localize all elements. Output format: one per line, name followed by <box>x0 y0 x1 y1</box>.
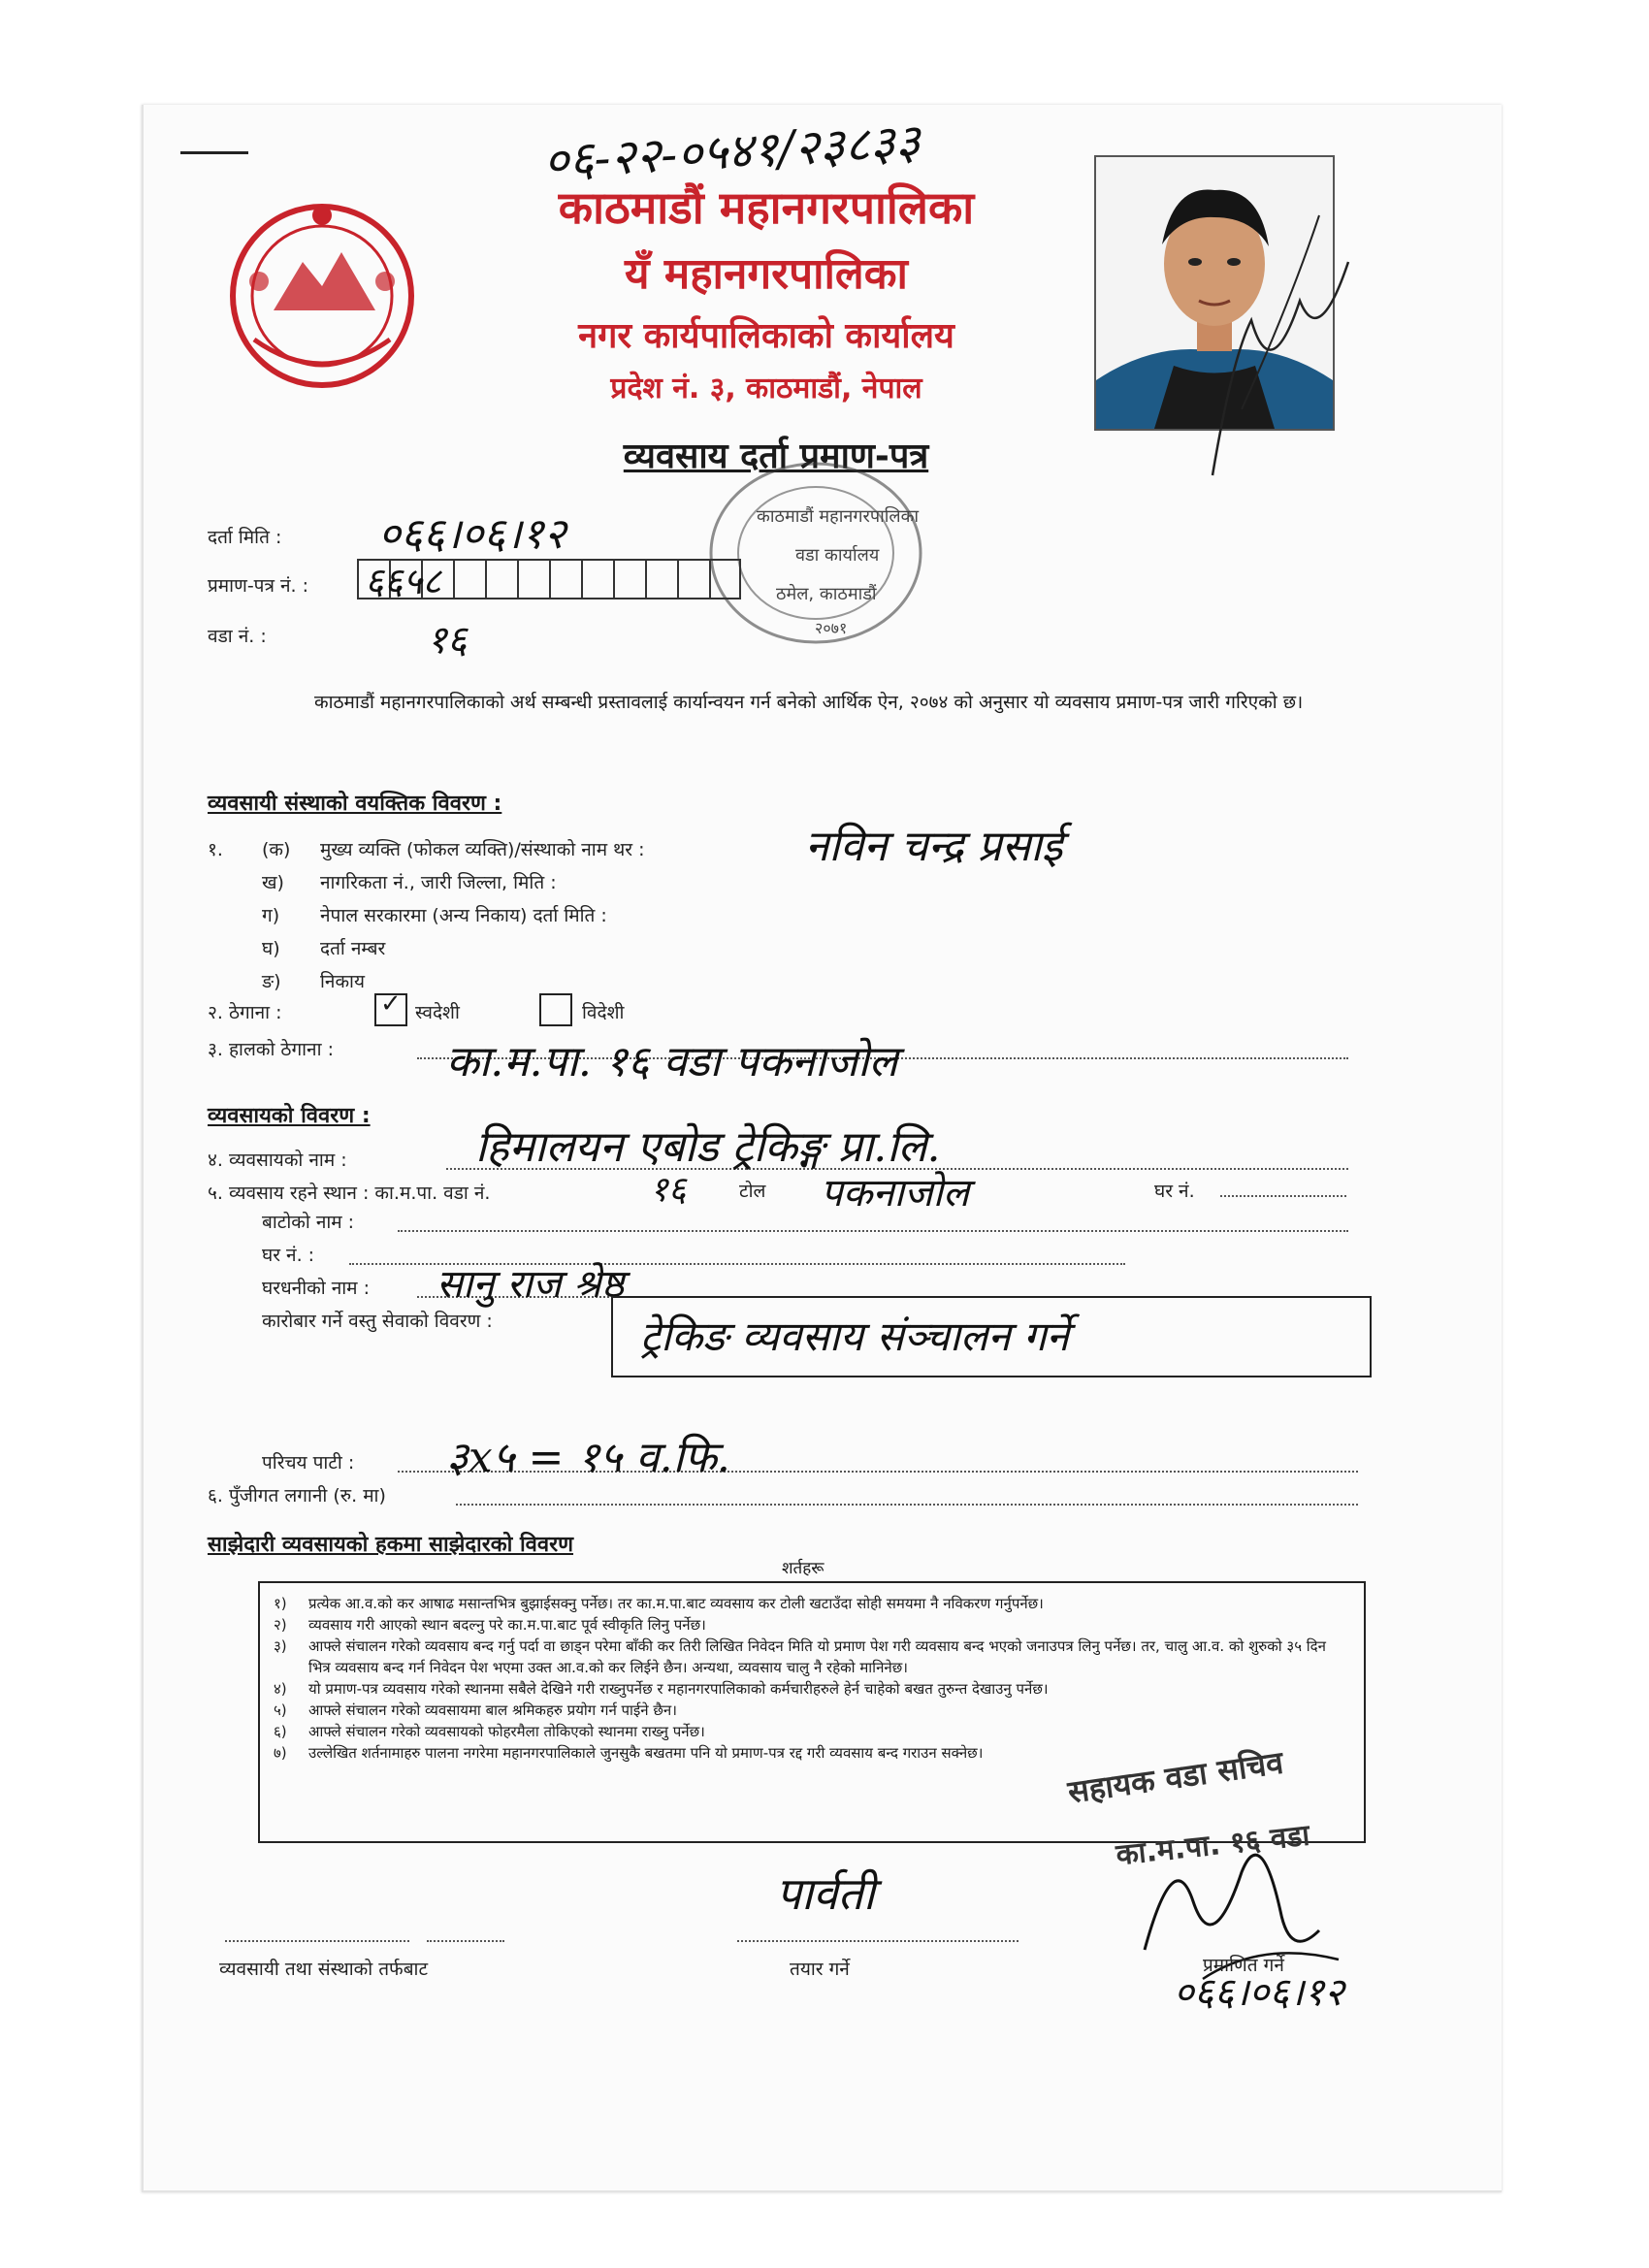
certified-by-label: प्रमाणित गर्ने <box>1203 1955 1284 1976</box>
owner-label: घरधनीको नाम : <box>262 1278 370 1299</box>
swadeshi-checkbox[interactable]: ✓ <box>374 993 407 1026</box>
prepared-by-label: तयार गर्ने <box>790 1959 850 1980</box>
capital-label: ६. पुँजीगत लगानी (रु. मा) <box>208 1485 386 1507</box>
seal-line-3: ठमेल, काठमाडौं <box>776 584 877 604</box>
terms-box: १) प्रत्येक आ.व.को कर आषाढ मसान्तभित्र बुझाईसक्नु पर्नेछ। तर का.म.पा.बाट व्यवसाय कर टोली खटाउँदा सोही समयमा नै नविकरण गर्नुपर्नेछ। २) व्यवसाय गरी आएको स्थान बदल्नु परे का.म.पा.बाट पूर्व स्वीकृति लिनु पर्नेछ। ३) आफ्ले संचालन गरेको व्यवसाय बन्द गर्नु पर्दा वा छाड्न परेमा बाँकी कर तिरी लिखित निवेदन मिति यो प्रमाण पेश गरी व्यवसाय बन्द भएको जनाउपत्र लिनु पर्नेछ। तर, चालु आ.व. को शुरुको ३५ दिन भित्र व्यवसाय बन्द गर्न निवेदन पेश भएमा उक्त आ.व.को कर लिईने छैन। अन्यथा, व्यवसाय चालु नै रहेको मानिनेछ। ४) यो प्रमाण-पत्र व्यवसाय गरेको स्थानमा सबैले देखिने गरी राख्नुपर्नेछ र महानगरपालिकाको कर्मचारीहरुले हेर्न चाहेको बखत तुरुन्त देखाउनु पर्नेछ। ५) आफ्ले संचालन गरेको व्यवसायमा बाल श्रमिकहरु प्रयोग गर्न पाईने छैन। ६) आफ्ले संचालन गरेको व्यवसायको फोहरमैला तोकिएको स्थानमा राख्नु पर्नेछ। ७) उल्लेखित शर्तनामाहरु पालना नगरेमा महानगरपालिकाले जुनसुकै बखतमा पनि यो प्रमाण-पत्र रद्द गरी व्यवसाय बन्द गराउन सक्नेछ। <box>258 1581 1366 1843</box>
service-value: ट्रेकिङ व्यवसाय संञ्चालन गर्ने <box>640 1312 1069 1360</box>
service-label: कारोबार गर्ने वस्तु सेवाको विवरण : <box>262 1311 493 1332</box>
cert-no-value: ६६५८ <box>365 560 442 602</box>
address-type-label: २. ठेगाना : <box>208 1002 282 1023</box>
item-kha-sub: ख) <box>262 872 284 893</box>
seal-line-2: वडा कार्यालय <box>795 545 880 566</box>
stamp-line-1: सहायक वडा सचिव <box>1065 1743 1286 1811</box>
section1-heading: व्यवसायी संस्थाको वयक्तिक विवरण : <box>208 792 502 816</box>
tol-label: टोल <box>739 1181 766 1202</box>
intro-paragraph: काठमाडौं महानगरपालिकाको अर्थ सम्बन्धी प्रस्तावलाई कार्यान्वयन गर्न बनेको आर्थिक ऐन, २०७४ को अनुसार यो व्यवसाय प्रमाण-पत्र जारी गरिएको छ। <box>314 692 1304 713</box>
section2-heading: व्यवसायको विवरण : <box>208 1104 371 1128</box>
preparer-signature: पार्वती <box>776 1867 875 1920</box>
business-name-value: हिमालयन एबोड ट्रेकिङ्ग प्रा.लि. <box>475 1122 941 1172</box>
term-5: आफ्ले संचालन गरेको व्यवसायमा बाल श्रमिकहरु प्रयोग गर्न पाईने छैन। <box>308 1701 677 1719</box>
section3-heading: साझेदारी व्यवसायको हकमा साझेदारको विवरण <box>208 1533 574 1557</box>
document-title: व्यवसाय दर्ता प्रमाण-पत्र <box>623 437 929 476</box>
terms-heading: शर्तहरू <box>782 1559 824 1578</box>
item-gha-label: दर्ता नम्बर <box>320 938 386 959</box>
bideshi-label: विदेशी <box>582 1002 625 1023</box>
reg-date-label: दर्ता मिति : <box>208 527 282 548</box>
swadeshi-label: स्वदेशी <box>415 1002 460 1023</box>
business-side-label: व्यवसायी तथा संस्थाको तर्फबाट <box>219 1959 429 1980</box>
board-value: ३x५ = १५ व.फि. <box>446 1433 730 1482</box>
business-name-label: ४. व्यवसायको नाम : <box>208 1150 347 1171</box>
corner-dash <box>180 151 248 154</box>
tol-value: पकनाजोल <box>821 1171 970 1215</box>
cert-no-label: प्रमाण-पत्र नं. : <box>208 575 309 597</box>
item-1-label: मुख्य व्यक्ति (फोकल व्यक्ति)/संस्थाको नाम थर : <box>320 839 645 860</box>
ward-value: १६ <box>427 618 468 663</box>
bideshi-checkbox[interactable] <box>539 993 572 1026</box>
header-title-newari: यँ महानगरपालिका <box>625 249 908 299</box>
item-nga-sub: ङ) <box>262 971 281 992</box>
reg-date-value: ०६६।०६।१२ <box>378 509 566 559</box>
term-6: आफ्ले संचालन गरेको व्यवसायको फोहरमैला तोकिएको स्थानमा राख्नु पर्नेछ। <box>308 1723 705 1740</box>
item-1-value: नविन चन्द्र प्रसाई <box>805 822 1063 871</box>
item-ga-label: नेपाल सरकारमा (अन्य निकाय) दर्ता मिति : <box>320 905 607 926</box>
house-label: घर नं. : <box>262 1245 315 1266</box>
term-1: प्रत्येक आ.व.को कर आषाढ मसान्तभित्र बुझाईसक्नु पर्नेछ। तर का.म.पा.बाट व्यवसाय कर टोली खटाउँदा सोही समयमा नै नविकरण गर्नुपर्नेछ। <box>308 1595 1044 1612</box>
term-4: यो प्रमाण-पत्र व्यवसाय गरेको स्थानमा सबैले देखिने गरी राख्नुपर्नेछ र महानगरपालिकाको कर्मचारीहरुले हेर्न चाहेको बखत तुरुन्त देखाउनु पर्नेछ। <box>308 1680 1049 1698</box>
current-address-value: का.म.पा. १६ वडा पकनाजोल <box>446 1037 898 1086</box>
location-label: ५. व्यवसाय रहने स्थान : का.म.पा. वडा नं. <box>208 1183 491 1204</box>
item-nga-label: निकाय <box>320 971 365 992</box>
item-gha-sub: घ) <box>262 938 280 959</box>
item-ga-sub: ग) <box>262 905 280 926</box>
current-address-label: ३. हालको ठेगाना : <box>208 1039 334 1060</box>
stamp-line-2: का.म.पा. १६ वडा <box>1114 1818 1311 1873</box>
owner-value: सानु राज श्रेष्ठ <box>436 1262 625 1307</box>
header-office: नगर कार्यपालिकाको कार्यालय <box>578 316 954 356</box>
item-1-num: १. <box>208 839 223 860</box>
handwritten-reference: ०६-२२-०५४१/२३८३३ <box>541 113 922 190</box>
item-kha-label: नागरिकता नं., जारी जिल्ला, मिति : <box>320 872 557 893</box>
header-title: काठमाडौं महानगरपालिका <box>558 181 975 234</box>
item-1-sub: (क) <box>262 839 291 860</box>
house-no-label: घर नं. <box>1154 1181 1195 1202</box>
street-label: बाटोको नाम : <box>262 1212 355 1233</box>
nepal-emblem-icon <box>215 194 429 398</box>
board-label: परिचय पाटी : <box>262 1452 355 1474</box>
photo-signature-icon <box>1193 243 1368 495</box>
seal-year: २०७१ <box>815 619 848 637</box>
term-2: व्यवसाय गरी आएको स्थान बदल्नु परे का.म.पा.बाट पूर्व स्वीकृति लिनु पर्नेछ। <box>308 1616 706 1634</box>
ward-label: वडा नं. : <box>208 626 267 647</box>
seal-line-1: काठमाडौं महानगरपालिका <box>757 506 920 527</box>
term-7: उल्लेखित शर्तनामाहरु पालना नगरेमा महानगरपालिकाले जुनसुकै बखतमा पनि यो प्रमाण-पत्र रद्द गरी व्यवसाय बन्द गराउन सक्नेछ। <box>308 1744 984 1762</box>
term-3: आफ्ले संचालन गरेको व्यवसाय बन्द गर्नु पर्दा वा छाड्न परेमा बाँकी कर तिरी लिखित निवेदन मिति यो प्रमाण पेश गरी व्यवसाय बन्द भएको जनाउपत्र लिनु पर्नेछ। तर, चालु आ.व. को शुरुको ३५ दिन भित्र व्यवसाय बन्द गर्न निवेदन पेश भएमा उक्त आ.व.को कर लिईने छैन। अन्यथा, व्यवसाय चालु नै रहेको मानिनेछ। <box>308 1637 1326 1676</box>
approval-date: ०६६।०६।१२ <box>1174 1970 1344 2015</box>
header-address: प्रदेश नं. ३, काठमाडौं, नेपाल <box>610 372 922 405</box>
location-ward-value: १६ <box>650 1170 687 1210</box>
